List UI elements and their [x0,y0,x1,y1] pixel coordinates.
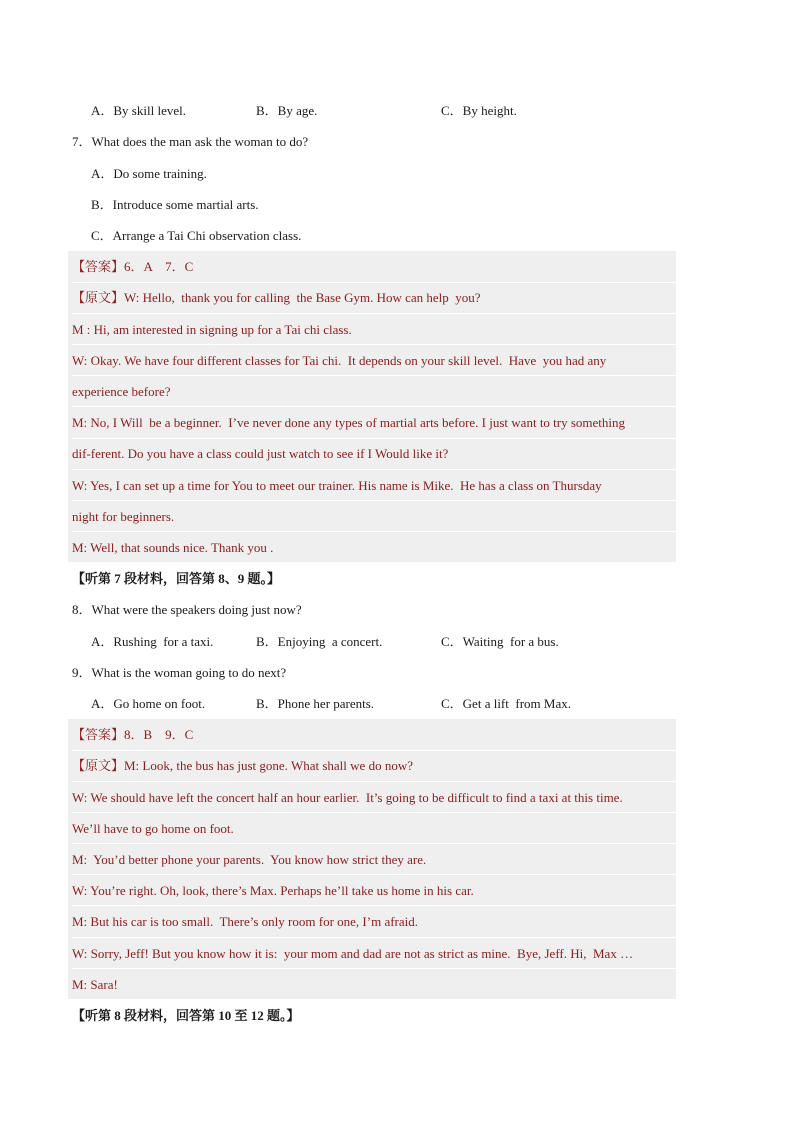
row-divider [72,812,676,813]
transcript-2-line: 【原文】M: Look, the bus has just gone. What shall we do now? [72,758,413,773]
transcript-2-line: W: Sorry, Jeff! But you know how it is: your mom and dad are not as strict as mine. Bye, Jeff. Hi, Max … [72,946,634,961]
row-divider [72,438,676,439]
row-divider [72,968,676,969]
transcript-1-line: W: Okay. We have four different classes for Tai chi. It depends on your skill level. Have you had any [72,353,607,368]
q9-option-a: A．Go home on foot. [91,696,206,711]
answer-key-6-7: 【答案】6．A 7．C [72,259,194,274]
row-divider [72,500,676,501]
row-divider [72,750,676,751]
row-divider [72,531,676,532]
q7-option-c: C．Arrange a Tai Chi observation class. [91,228,302,243]
transcript-1-line: W: Yes, I can set up a time for You to meet our trainer. His name is Mike. He has a class on Thursday [72,478,602,493]
q8-question: 8．What were the speakers doing just now? [72,602,302,617]
transcript-2-line: M: But his car is too small. There’s only room for one, I’m afraid. [72,914,418,929]
row-divider [72,469,676,470]
row-divider [72,874,676,875]
transcript-2-line: W: You’re right. Oh, look, there’s Max. Perhaps he’ll take us home in his car. [72,883,474,898]
q6-option-b: B．By age. [256,103,318,118]
row-divider [72,375,676,376]
section-7-header: 【听第 7 段材料，回答第 8、9 题。】 [72,571,281,586]
q8-option-c: C．Waiting for a bus. [441,634,559,649]
transcript-2-line: W: We should have left the concert half an hour earlier. It’s going to be difficult to find a taxi at this time. [72,790,623,805]
q8-option-a: A．Rushing for a taxi. [91,634,214,649]
q9-question: 9．What is the woman going to do next? [72,665,287,680]
q6-option-c: C．By height. [441,103,517,118]
answer-key-8-9: 【答案】8．B 9．C [72,727,194,742]
transcript-1-line: dif-ferent. Do you have a class could just watch to see if I Would like it? [72,446,449,461]
row-divider [72,905,676,906]
row-divider [72,781,676,782]
q6-option-a: A．By skill level. [91,103,186,118]
row-divider [72,406,676,407]
transcript-2-line: M: You’d better phone your parents. You know how strict they are. [72,852,427,867]
transcript-1-line: M: Well, that sounds nice. Thank you . [72,540,274,555]
row-divider [72,344,676,345]
row-divider [72,282,676,283]
transcript-1-line: experience before? [72,384,171,399]
transcript-1-line: 【原文】W: Hello, thank you for calling the Base Gym. How can help you? [72,290,481,305]
q7-option-a: A．Do some training. [91,166,207,181]
row-divider [72,843,676,844]
row-divider [72,313,676,314]
transcript-2-line: We’ll have to go home on foot. [72,821,234,836]
q7-question: 7．What does the man ask the woman to do? [72,134,309,149]
q9-option-b: B．Phone her parents. [256,696,375,711]
transcript-1-line: M : Hi, am interested in signing up for a Tai chi class. [72,322,352,337]
q8-option-b: B．Enjoying a concert. [256,634,383,649]
transcript-1-line: night for beginners. [72,509,175,524]
row-divider [72,937,676,938]
transcript-2-line: M: Sara! [72,977,118,992]
q7-option-b: B．Introduce some martial arts. [91,197,259,212]
transcript-1-line: M: No, I Will be a beginner. I’ve never done any types of martial arts before. I just want to try something [72,415,626,430]
section-8-header: 【听第 8 段材料，回答第 10 至 12 题。】 [72,1008,300,1023]
q9-option-c: C．Get a lift from Max. [441,696,571,711]
